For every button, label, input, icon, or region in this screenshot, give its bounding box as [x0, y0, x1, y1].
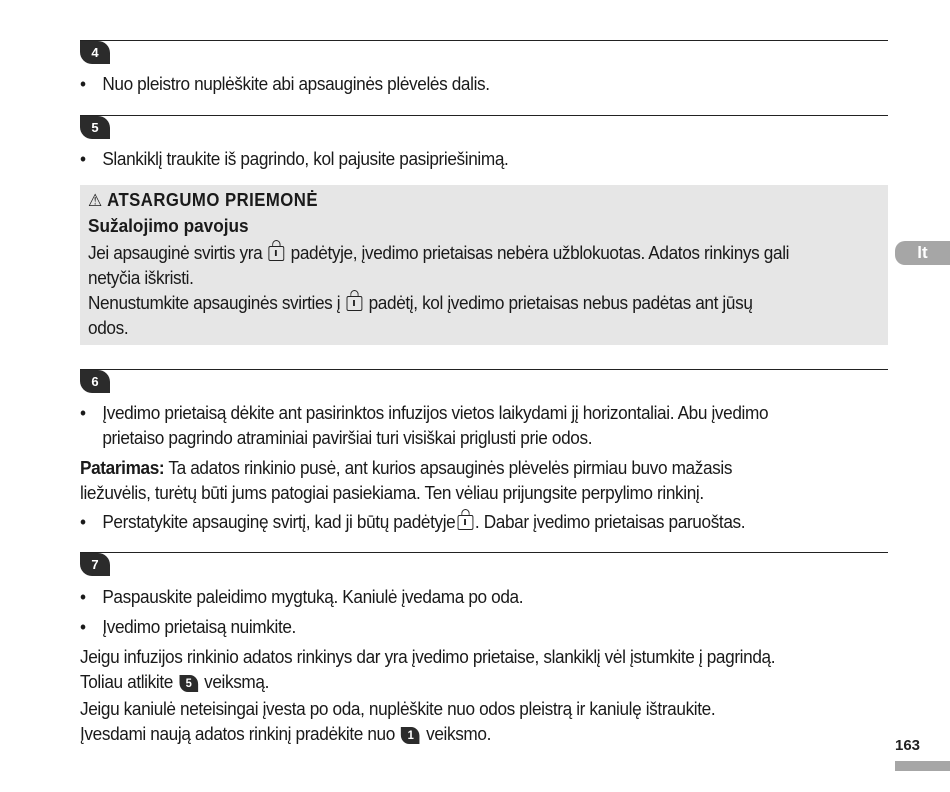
- caution-text: Jei apsauginė svirtis yra: [88, 242, 263, 263]
- caution-title-text: ATSARGUMO PRIEMONĖ: [107, 190, 318, 210]
- step-badge: 4: [80, 41, 110, 64]
- lock-icon: [269, 246, 285, 261]
- tip-label: Patarimas:: [80, 457, 165, 478]
- caution-line-3: [88, 290, 879, 315]
- caution-line-4: odos.: [88, 317, 129, 338]
- section-divider: [80, 552, 888, 553]
- section-divider: [80, 369, 888, 370]
- caution-title: [88, 190, 318, 211]
- tip-text: liežuvėlis, turėtų būti jums patogiai pasiekiama. Ten vėliau prijungsite perpylimo rinkinį.: [80, 482, 704, 503]
- bullet-dot: •: [80, 586, 86, 607]
- step-7-bullet-2: [80, 614, 902, 639]
- caution-subtitle: Sužalojimo pavojus: [88, 215, 249, 236]
- step-4-header: [80, 40, 888, 66]
- step-7-bullet-1: [80, 584, 902, 609]
- step-5-header: [80, 115, 888, 141]
- step-6-bullet-2: [80, 509, 902, 534]
- bullet-dot: •: [80, 616, 86, 637]
- caution-line-2: netyčia iškristi.: [88, 267, 194, 288]
- bullet-text: Perstatykite apsauginę svirtį, kad ji būtų padėtyje: [102, 511, 456, 532]
- step-7-paragraph-1: [80, 644, 898, 694]
- section-divider: [80, 40, 888, 41]
- bullet-text: . Dabar įvedimo prietaisas paruoštas.: [474, 511, 746, 532]
- step-6-header: [80, 369, 888, 395]
- caution-text: padėtį, kol įvedimo prietaisas nebus padėtas ant jūsų: [368, 292, 753, 313]
- paragraph-text: Jeigu kaniulė neteisingai įvesta po oda, nuplėškite nuo odos pleistrą ir kaniulę ištraukite.: [80, 698, 716, 719]
- language-tab: lt: [895, 241, 950, 265]
- tip-paragraph: [80, 455, 898, 505]
- page-number: 163: [895, 737, 921, 754]
- bullet-dot: •: [80, 148, 86, 169]
- paragraph-line: [80, 669, 898, 694]
- step-badge: 6: [80, 370, 110, 393]
- paragraph-text: Toliau atlikite: [80, 671, 173, 692]
- bullet-dot: •: [80, 73, 86, 94]
- lock-icon: [347, 296, 363, 311]
- paragraph-line: [80, 721, 898, 746]
- page-number-bar: [895, 761, 950, 771]
- bullet-dot: •: [80, 511, 86, 532]
- bullet-text: Paspauskite paleidimo mygtuką. Kaniulė įvedama po oda.: [102, 586, 524, 607]
- paragraph-text: veiksmą.: [204, 671, 269, 692]
- step-1-reference-badge: 1: [401, 727, 420, 744]
- caution-box: [80, 185, 888, 345]
- lock-icon: [457, 515, 473, 530]
- warning-triangle-icon: ⚠: [88, 191, 103, 211]
- paragraph-text: veiksmo.: [426, 723, 492, 744]
- step-5-bullet: [80, 146, 902, 171]
- bullet-text: Slankiklį traukite iš pagrindo, kol pajusite pasipriešinimą.: [102, 148, 509, 169]
- step-6-bullet-1: [80, 400, 902, 450]
- bullet-text: prietaiso pagrindo atraminiai paviršiai turi visiškai priglusti prie odos.: [102, 427, 593, 448]
- bullet-text: Nuo pleistro nuplėškite abi apsauginės plėvelės dalis.: [102, 73, 490, 94]
- step-4-bullet: [80, 71, 902, 96]
- caution-line-1: [88, 240, 879, 265]
- bullet-text: Įvedimo prietaisą dėkite ant pasirinktos infuzijos vietos laikydami jį horizontaliai. Abu įvedimo: [102, 402, 769, 423]
- caution-text: Nenustumkite apsauginės svirties į: [88, 292, 341, 313]
- tip-text: Ta adatos rinkinio pusė, ant kurios apsauginės plėvelės pirmiau buvo mažasis: [168, 457, 733, 478]
- step-badge: 5: [80, 116, 110, 139]
- paragraph-text: Įvesdami naują adatos rinkinį pradėkite nuo: [80, 723, 395, 744]
- step-7-paragraph-2: [80, 696, 898, 746]
- caution-text: padėtyje, įvedimo prietaisas nebėra užblokuotas. Adatos rinkinys gali: [290, 242, 790, 263]
- bullet-dot: •: [80, 402, 86, 423]
- step-5-reference-badge: 5: [179, 675, 198, 692]
- section-divider: [80, 115, 888, 116]
- step-7-header: [80, 552, 888, 578]
- bullet-text: Įvedimo prietaisą nuimkite.: [102, 616, 296, 637]
- paragraph-text: Jeigu infuzijos rinkinio adatos rinkinys dar yra įvedimo prietaise, slankiklį vėl įstumkite į pagrindą.: [80, 646, 776, 667]
- step-badge: 7: [80, 553, 110, 576]
